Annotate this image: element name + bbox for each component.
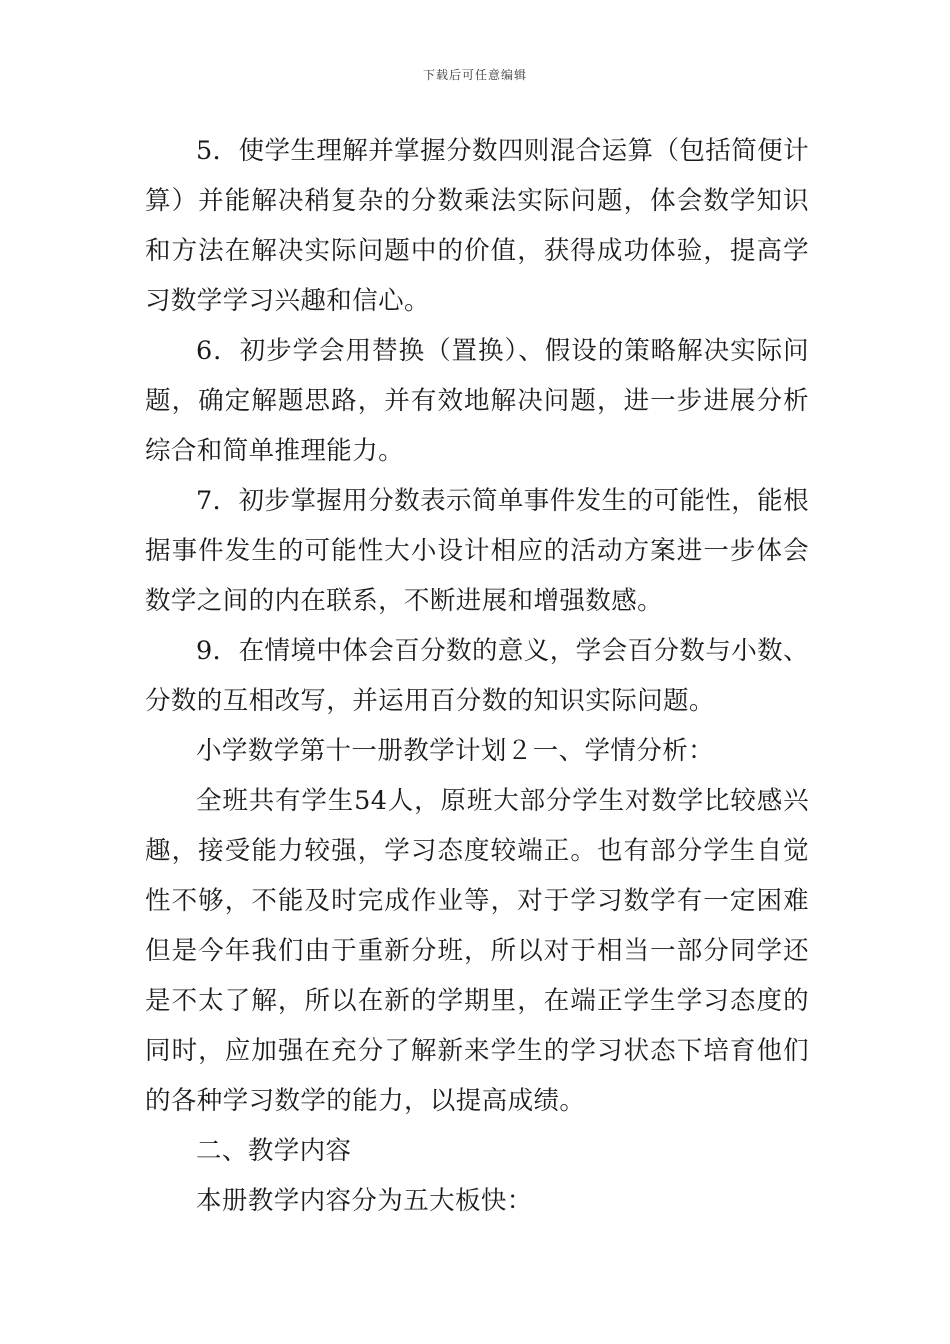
paragraph-student-analysis: 全班共有学生54人，原班大部分学生对数学比较感兴趣，接受能力较强，学习态度较端正。也有部分学生自觉性不够，不能及时完成作业等，对于学习数学有一定困难但是今年我们由于重新分班，所以对于相当一部分同学还是不太了解，所以在新的学期里，在端正学生学习态度的同时，应加强在充分了解新来学生的学习状态下培育他们的各种学习数学的能力，以提高成绩。 <box>145 786 809 1116</box>
paragraph-item-7: 7．初步掌握用分数表示简单事件发生的可能性，能根据事件发生的可能性大小设计相应的活动方案进一步体会数学之间的内在联系，不断进展和增强数感。 <box>145 486 809 616</box>
section-heading-situation-analysis: 小学数学第十一册教学计划２一、学情分析： <box>196 736 715 766</box>
paragraph-item-5: 5．使学生理解并掌握分数四则混合运算（包括简便计算）并能解决稍复杂的分数乘法实际问题，体会数学知识和方法在解决实际问题中的价值，获得成功体验，提高学习数学学习兴趣和信心。 <box>145 136 809 316</box>
paragraph-item-9: 9．在情境中体会百分数的意义，学会百分数与小数、分数的互相改写，并运用百分数的知识实际问题。 <box>145 636 809 716</box>
paragraph-item-6: 6．初步学会用替换（置换）、假设的策略解决实际问题，确定解题思路，并有效地解决问题，进一步进展分析综合和简单推理能力。 <box>145 336 809 466</box>
paragraph-content-overview: 本册教学内容分为五大板快： <box>196 1186 533 1216</box>
header-note: 下载后可任意编辑 <box>422 68 527 82</box>
section-heading-teaching-content: 二、教学内容 <box>196 1136 352 1166</box>
document-body <box>145 126 809 1226</box>
